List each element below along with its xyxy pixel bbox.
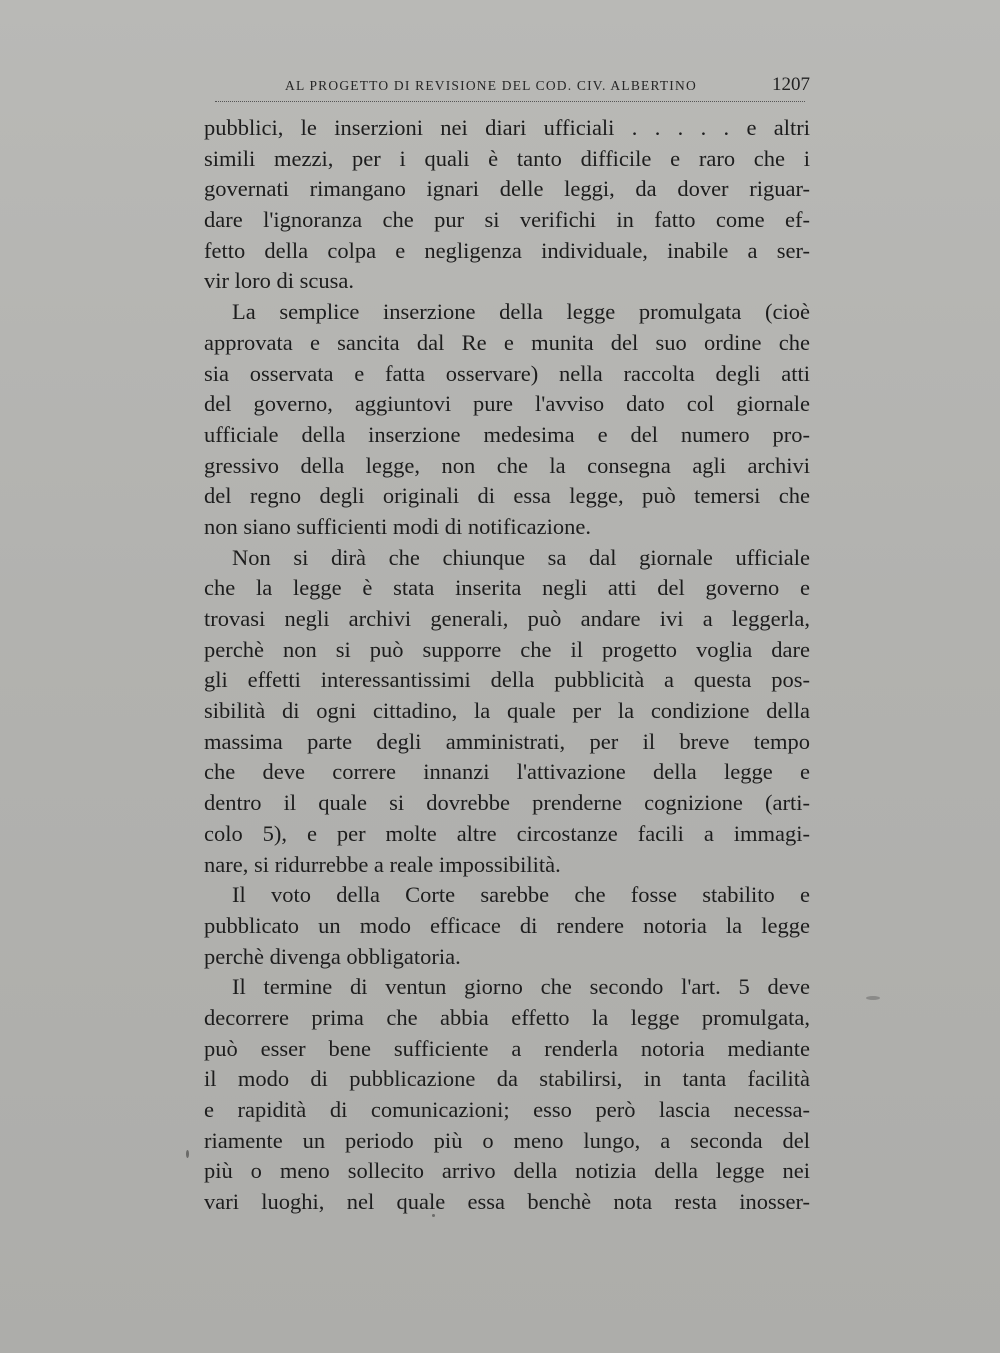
page-header: [205, 74, 810, 100]
text-line: simili mezzi, per i quali è tanto difficile e raro che i: [204, 145, 810, 171]
text-line: può esser bene sufficiente a renderla notoria mediante: [204, 1035, 810, 1061]
text-line: dentro il quale si dovrebbe prenderne cognizione (arti-: [204, 790, 810, 816]
header-divider: [215, 101, 805, 102]
text-line: pubblici, le inserzioni nei diari ufficiali . . . . . e altri: [204, 115, 810, 140]
text-line: fetto della colpa e negligenza individuale, inabile a ser-: [204, 237, 810, 263]
body-text: [204, 113, 810, 1218]
text-line: il modo di pubblicazione da stabilirsi, in tanta facilità: [204, 1066, 810, 1092]
paper-speck: [866, 996, 880, 1000]
text-line: del regno degli originali di essa legge, può temersi che: [204, 483, 810, 509]
text-line: colo 5), e per molte altre circostanze facili a immagi-: [204, 820, 810, 846]
text-line: e rapidità di comunicazioni; esso però lascia necessa-: [204, 1097, 810, 1122]
text-line: sibilità di ogni cittadino, la quale per la condizione della: [204, 698, 810, 724]
text-line: decorrere prima che abbia effetto la legge promulgata,: [204, 1004, 810, 1030]
text-line: perchè divenga obbligatoria.: [204, 943, 461, 969]
text-line: gli effetti interessantissimi della pubblicità a questa pos-: [204, 667, 810, 693]
text-line: approvata e sancita dal Re e munita del suo ordine che: [204, 329, 810, 355]
text-line: ufficiale della inserzione medesima e del numero pro-: [204, 421, 810, 447]
text-line: sia osservata e fatta osservare) nella raccolta degli atti: [204, 360, 810, 386]
paragraph-start-line: La semplice inserzione della legge promulgata (cioè: [232, 299, 810, 325]
text-line: gressivo della legge, non che la consegna agli archivi: [204, 452, 810, 478]
text-line: più o meno sollecito arrivo della notizia della legge nei: [204, 1158, 810, 1184]
paper-speck: [432, 1214, 435, 1217]
page-number: 1207: [772, 74, 810, 95]
text-line: nare, si ridurrebbe a reale impossibilità.: [204, 851, 561, 877]
paper-speck: [186, 1150, 189, 1158]
text-line: che deve correre innanzi l'attivazione della legge e: [204, 759, 810, 785]
paragraph-start-line: Non si dirà che chiunque sa dal giornale ufficiale: [232, 544, 810, 570]
text-line: non siano sufficienti modi di notificazione.: [204, 513, 592, 539]
running-head: AL PROGETTO DI REVISIONE DEL COD. CIV. ALBERTINO: [285, 78, 697, 93]
text-line: trovasi negli archivi generali, può andare ivi a leggerla,: [204, 606, 810, 631]
text-line: che la legge è stata inserita negli atti del governo e: [204, 575, 810, 601]
text-line: governati rimangano ignari delle leggi, da dover riguar-: [204, 176, 810, 202]
text-line: pubblicato un modo efficace di rendere notoria la legge: [204, 912, 810, 938]
text-line: del governo, aggiuntovi pure l'avviso dato col giornale: [204, 391, 810, 417]
paragraph-start-line: Il voto della Corte sarebbe che fosse stabilito e: [232, 882, 810, 908]
text-line: perchè non si può supporre che il progetto voglia dare: [204, 636, 810, 662]
text-line: vari luoghi, nel quale essa benchè nota resta inosser-: [204, 1189, 810, 1215]
text-line: dare l'ignoranza che pur si verifichi in fatto come ef-: [204, 207, 810, 233]
text-line: vir loro di scusa.: [204, 268, 354, 294]
paragraph-start-line: Il termine di ventun giorno che secondo l'art. 5 deve: [232, 974, 810, 1000]
text-line: massima parte degli amministrati, per il breve tempo: [204, 728, 810, 754]
text-line: riamente un periodo più o meno lungo, a seconda del: [204, 1127, 810, 1153]
